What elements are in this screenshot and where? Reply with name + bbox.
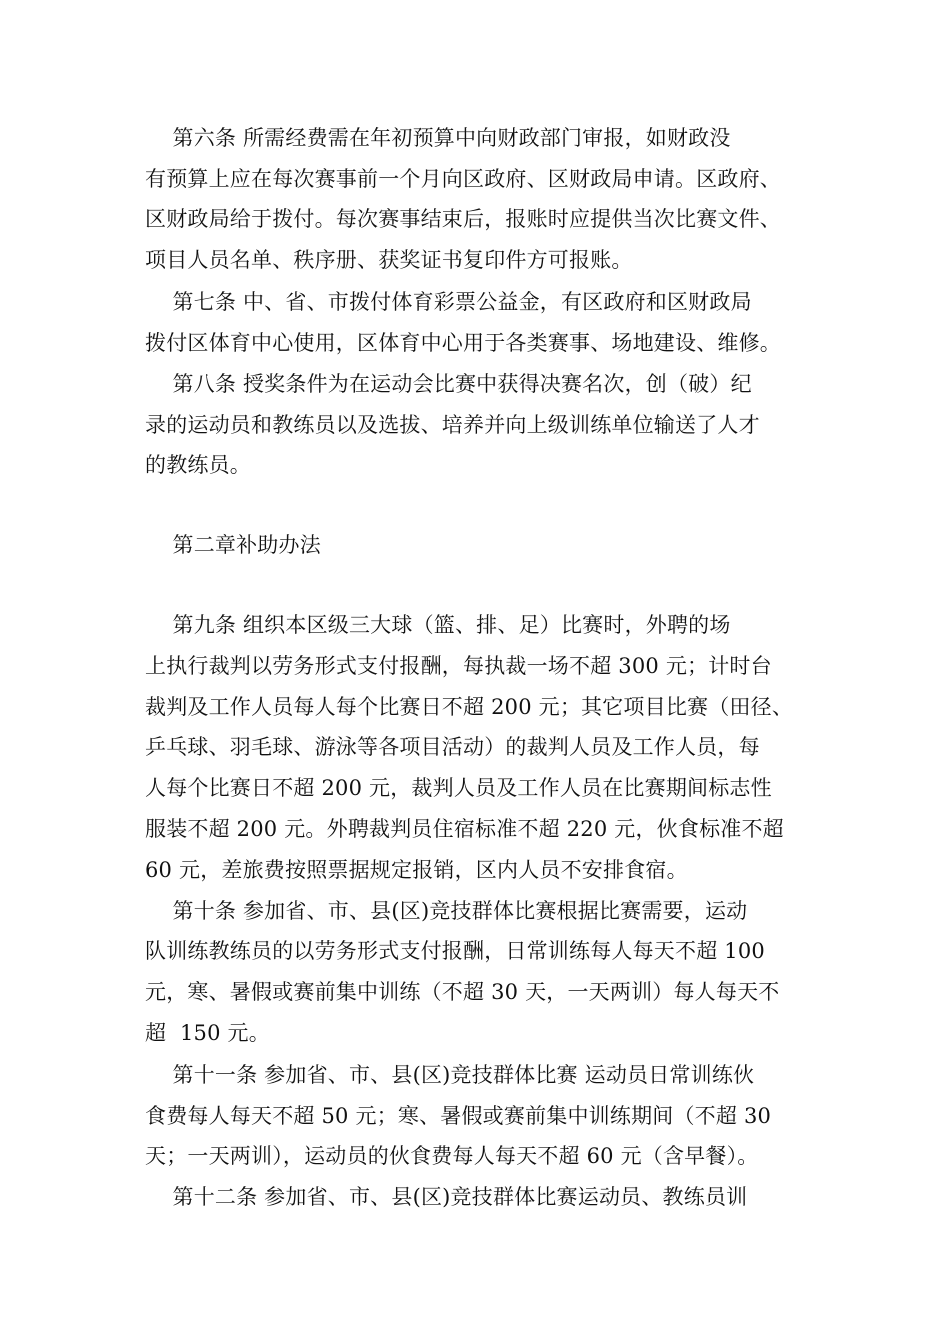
text-line: 服装不超 200 元。外聘裁判员住宿标准不超 220 元，伙食标准不超 (145, 817, 784, 841)
text-line: 项目人员名单、秩序册、获奖证书复印件方可报账。 (145, 248, 633, 272)
text-line: 录的运动员和教练员以及选拔、培养并向上级训练单位输送了人才 (145, 413, 760, 437)
text-line: 天；一天两训），运动员的伙食费每人每天不超 60 元（含早餐）。 (145, 1144, 759, 1168)
text-line: 第六条 所需经费需在年初预算中向财政部门审报，如财政没 (145, 126, 731, 150)
text-line: 第十一条 参加省、市、县(区)竞技群体比赛 运动员日常训练伙 (145, 1063, 755, 1087)
text-line: 第九条 组织本区级三大球（篮、排、足）比赛时，外聘的场 (145, 613, 731, 637)
text-line: 乒乓球、羽毛球、游泳等各项目活动）的裁判人员及工作人员，每 (145, 735, 760, 759)
text-line: 元，寒、暑假或赛前集中训练（不超 30 天，一天两训）每人每天不 (145, 980, 780, 1004)
text-line: 区财政局给于拨付。每次赛事结束后，报账时应提供当次比赛文件、 (145, 207, 781, 231)
text-line: 人每个比赛日不超 200 元，裁判人员及工作人员在比赛期间标志性 (145, 776, 772, 800)
text-line: 上执行裁判以劳务形式支付报酬，每执裁一场不超 300 元；计时台 (145, 654, 772, 678)
text-line: 第十条 参加省、市、县(区)竞技群体比赛根据比赛需要，运动 (145, 899, 748, 923)
text-line: 食费每人每天不超 50 元；寒、暑假或赛前集中训练期间（不超 30 (145, 1104, 772, 1128)
text-line: 超 150 元。 (145, 1021, 270, 1045)
text-line: 第八条 授奖条件为在运动会比赛中获得决赛名次，创（破）纪 (145, 372, 752, 396)
text-line: 裁判及工作人员每人每个比赛日不超 200 元；其它项目比赛（田径、 (145, 695, 794, 719)
text-line: 的教练员。 (145, 453, 251, 477)
text-line: 第七条 中、省、市拨付体育彩票公益金，有区政府和区财政局 (145, 290, 752, 314)
chapter-heading: 第二章补助办法 (145, 533, 321, 557)
text-line: 有预算上应在每次赛事前一个月向区政府、区财政局申请。区政府、 (145, 167, 781, 191)
text-line: 队训练教练员的以劳务形式支付报酬，日常训练每人每天不超 100 (145, 939, 765, 963)
text-line: 拨付区体育中心使用，区体育中心用于各类赛事、场地建设、维修。 (145, 331, 781, 355)
text-line: 60 元，差旅费按照票据规定报销，区内人员不安排食宿。 (145, 858, 688, 882)
text-line: 第十二条 参加省、市、县(区)竞技群体比赛运动员、教练员训 (145, 1185, 748, 1209)
